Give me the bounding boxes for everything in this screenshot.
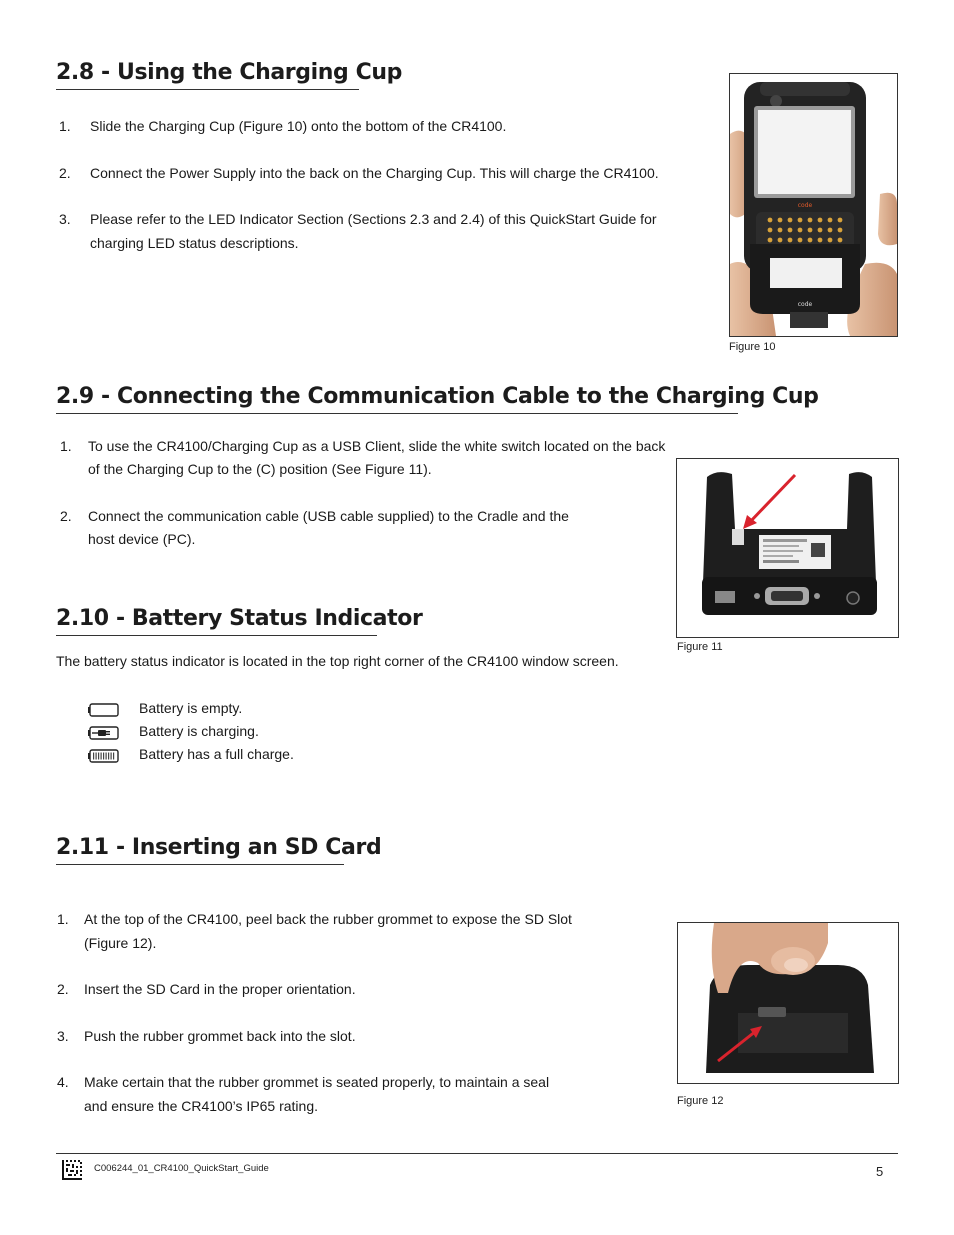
heading-2-9: 2.9 - Connecting the Communication Cable to the Charging Cup: [56, 384, 738, 414]
battery-charging-icon: [88, 726, 119, 740]
list-number: 3.: [57, 1028, 69, 1044]
battery-row-full: [88, 746, 388, 766]
battery-full-label: Battery has a full charge.: [139, 746, 294, 762]
figure-10-image: [729, 73, 898, 337]
figure-11-image: [676, 458, 899, 638]
list-text: Make certain that the rubber grommet is seated properly, to maintain a seal: [84, 1074, 550, 1090]
battery-row-charging: [88, 723, 388, 743]
list-number: 1.: [59, 118, 71, 134]
battery-intro-text: The battery status indicator is located in the top right corner of the CR4100 window screen.: [56, 653, 619, 669]
list-text: Connect the Power Supply into the back on the Charging Cup. This will charge the CR4100.: [90, 165, 659, 181]
list-text: host device (PC).: [88, 531, 196, 547]
list-number: 2.: [57, 981, 69, 997]
footer-rule: [56, 1153, 898, 1154]
list-number: 1.: [57, 911, 69, 927]
list-number: 1.: [60, 438, 72, 454]
list-text: Push the rubber grommet back into the slot.: [84, 1028, 356, 1044]
list-text: (Figure 12).: [84, 935, 157, 951]
list-number: 2.: [59, 165, 71, 181]
list-item: [57, 908, 617, 958]
list-number: 3.: [59, 211, 71, 227]
heading-2-10: 2.10 - Battery Status Indicator: [56, 606, 377, 636]
heading-2-11: 2.11 - Inserting an SD Card: [56, 835, 344, 865]
list-text: Slide the Charging Cup (Figure 10) onto the bottom of the CR4100.: [90, 118, 507, 134]
list-number: 4.: [57, 1074, 69, 1090]
list-item: [57, 1071, 617, 1121]
list-item: [60, 435, 675, 485]
figure-12-caption: Figure 12: [677, 1095, 724, 1107]
battery-row-empty: [88, 700, 388, 720]
charging-cup-back-photo: [677, 459, 898, 637]
device-brand-top: code: [797, 202, 813, 209]
list-item: [59, 208, 689, 258]
figure-12-image: [677, 922, 899, 1084]
battery-full-icon: [88, 749, 119, 763]
figure-10-caption: Figure 10: [729, 341, 776, 353]
list-text: To use the CR4100/Charging Cup as a USB Client, slide the white switch located on the back: [88, 438, 666, 454]
list-text: Insert the SD Card in the proper orientation.: [84, 981, 356, 997]
list-text: At the top of the CR4100, peel back the rubber grommet to expose the SD Slot: [84, 911, 572, 927]
datamatrix-code-icon: [62, 1160, 82, 1180]
list-text: charging LED status descriptions.: [90, 235, 299, 251]
list-item: [60, 505, 675, 555]
sd-card-insert-photo: [678, 923, 898, 1083]
list-text: Connect the communication cable (USB cable supplied) to the Cradle and the: [88, 508, 569, 524]
charging-cup-device-photo: [730, 74, 897, 336]
battery-empty-label: Battery is empty.: [139, 700, 243, 716]
list-text: and ensure the CR4100’s IP65 rating.: [84, 1098, 319, 1114]
figure-11-caption: Figure 11: [677, 641, 723, 653]
footer-document-code: C006244_01_CR4100_QuickStart_Guide: [94, 1163, 269, 1174]
battery-empty-icon: [88, 703, 119, 717]
device-brand-bottom: code: [797, 301, 813, 308]
battery-charging-label: Battery is charging.: [139, 723, 259, 739]
list-number: 2.: [60, 508, 72, 524]
page-number: 5: [876, 1164, 884, 1179]
list-text: Please refer to the LED Indicator Section (Sections 2.3 and 2.4) of this QuickStart Guide for: [90, 211, 657, 227]
heading-2-8: 2.8 - Using the Charging Cup: [56, 60, 359, 90]
list-text: of the Charging Cup to the (C) position (See Figure 11).: [88, 461, 432, 477]
